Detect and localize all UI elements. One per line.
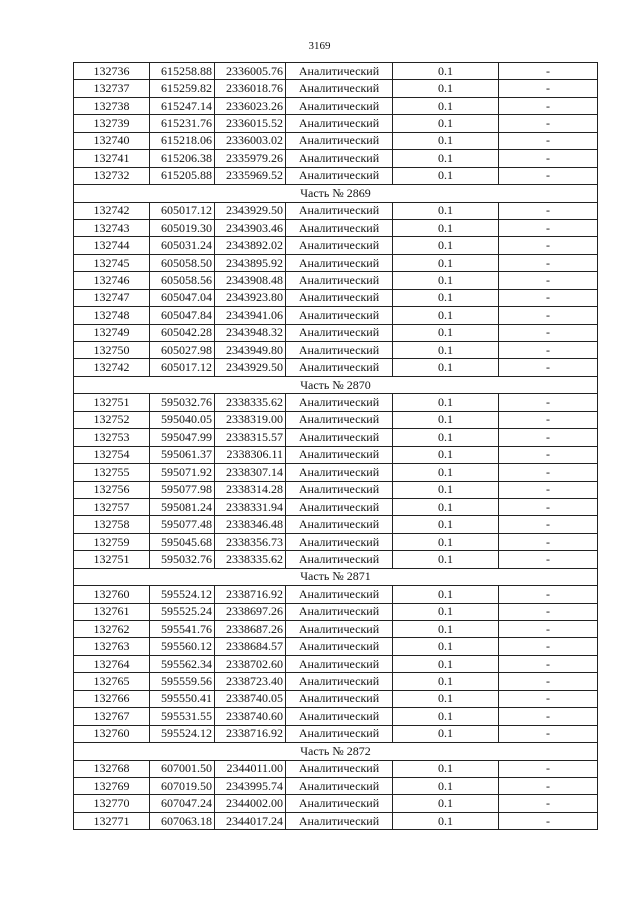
- point-id-cell: 132759: [74, 533, 150, 550]
- table-row: [74, 132, 598, 149]
- error-cell: 0.1: [393, 167, 499, 184]
- x-coordinate-cell: 607019.50: [150, 777, 215, 794]
- table-row: [74, 673, 598, 690]
- description-cell: -: [499, 498, 598, 515]
- point-id-cell: 132745: [74, 254, 150, 271]
- method-cell: Аналитический: [286, 272, 393, 289]
- part-header-row: [74, 376, 598, 393]
- point-id-cell: 132754: [74, 446, 150, 463]
- description-cell: -: [499, 725, 598, 742]
- x-coordinate-cell: 595047.99: [150, 429, 215, 446]
- method-cell: Аналитический: [286, 708, 393, 725]
- table-row: [74, 551, 598, 568]
- table-row: [74, 150, 598, 167]
- x-coordinate-cell: 605058.50: [150, 254, 215, 271]
- table-row: [74, 446, 598, 463]
- part-header-row: [74, 568, 598, 585]
- error-cell: 0.1: [393, 551, 499, 568]
- description-cell: -: [499, 481, 598, 498]
- description-cell: -: [499, 516, 598, 533]
- point-id-cell: 132755: [74, 464, 150, 481]
- table-row: [74, 219, 598, 236]
- y-coordinate-cell: 2336023.26: [215, 97, 286, 114]
- error-cell: 0.1: [393, 446, 499, 463]
- error-cell: 0.1: [393, 254, 499, 271]
- x-coordinate-cell: 615247.14: [150, 97, 215, 114]
- method-cell: Аналитический: [286, 289, 393, 306]
- x-coordinate-cell: 605047.84: [150, 307, 215, 324]
- method-cell: Аналитический: [286, 812, 393, 829]
- point-id-cell: 132765: [74, 673, 150, 690]
- x-coordinate-cell: 605027.98: [150, 342, 215, 359]
- point-id-cell: 132760: [74, 586, 150, 603]
- description-cell: -: [499, 307, 598, 324]
- y-coordinate-cell: 2338740.05: [215, 690, 286, 707]
- error-cell: 0.1: [393, 621, 499, 638]
- method-cell: Аналитический: [286, 237, 393, 254]
- coordinates-table: [73, 62, 598, 830]
- table-row: [74, 690, 598, 707]
- x-coordinate-cell: 615206.38: [150, 150, 215, 167]
- part-header-row: [74, 743, 598, 760]
- table-row: [74, 795, 598, 812]
- point-id-cell: 132757: [74, 498, 150, 515]
- y-coordinate-cell: 2343929.50: [215, 202, 286, 219]
- y-coordinate-cell: 2343941.06: [215, 307, 286, 324]
- point-id-cell: 132760: [74, 725, 150, 742]
- error-cell: 0.1: [393, 586, 499, 603]
- table-row: [74, 342, 598, 359]
- method-cell: Аналитический: [286, 219, 393, 236]
- y-coordinate-cell: 2338319.00: [215, 411, 286, 428]
- error-cell: 0.1: [393, 97, 499, 114]
- point-id-cell: 132743: [74, 219, 150, 236]
- error-cell: 0.1: [393, 812, 499, 829]
- coordinates-table-body: [74, 63, 598, 830]
- point-id-cell: 132741: [74, 150, 150, 167]
- point-id-cell: 132736: [74, 63, 150, 80]
- method-cell: Аналитический: [286, 621, 393, 638]
- y-coordinate-cell: 2343892.02: [215, 237, 286, 254]
- y-coordinate-cell: 2343929.50: [215, 359, 286, 376]
- error-cell: 0.1: [393, 132, 499, 149]
- table-row: [74, 586, 598, 603]
- table-row: [74, 464, 598, 481]
- description-cell: -: [499, 655, 598, 672]
- part-title: Часть № 2869: [74, 185, 598, 202]
- point-id-cell: 132756: [74, 481, 150, 498]
- description-cell: -: [499, 359, 598, 376]
- error-cell: 0.1: [393, 795, 499, 812]
- table-row: [74, 202, 598, 219]
- x-coordinate-cell: 595077.48: [150, 516, 215, 533]
- part-title: Часть № 2870: [74, 376, 598, 393]
- description-cell: -: [499, 708, 598, 725]
- point-id-cell: 132740: [74, 132, 150, 149]
- y-coordinate-cell: 2343949.80: [215, 342, 286, 359]
- point-id-cell: 132766: [74, 690, 150, 707]
- description-cell: -: [499, 150, 598, 167]
- description-cell: -: [499, 586, 598, 603]
- error-cell: 0.1: [393, 394, 499, 411]
- y-coordinate-cell: 2338697.26: [215, 603, 286, 620]
- x-coordinate-cell: 595559.56: [150, 673, 215, 690]
- method-cell: Аналитический: [286, 359, 393, 376]
- table-row: [74, 272, 598, 289]
- x-coordinate-cell: 615205.88: [150, 167, 215, 184]
- table-row: [74, 167, 598, 184]
- x-coordinate-cell: 595541.76: [150, 621, 215, 638]
- y-coordinate-cell: 2344017.24: [215, 812, 286, 829]
- y-coordinate-cell: 2343995.74: [215, 777, 286, 794]
- point-id-cell: 132762: [74, 621, 150, 638]
- table-row: [74, 533, 598, 550]
- error-cell: 0.1: [393, 603, 499, 620]
- point-id-cell: 132769: [74, 777, 150, 794]
- point-id-cell: 132761: [74, 603, 150, 620]
- table-row: [74, 394, 598, 411]
- error-cell: 0.1: [393, 725, 499, 742]
- error-cell: 0.1: [393, 498, 499, 515]
- y-coordinate-cell: 2338335.62: [215, 551, 286, 568]
- point-id-cell: 132732: [74, 167, 150, 184]
- y-coordinate-cell: 2338306.11: [215, 446, 286, 463]
- table-row: [74, 603, 598, 620]
- x-coordinate-cell: 595032.76: [150, 551, 215, 568]
- table-row: [74, 777, 598, 794]
- point-id-cell: 132739: [74, 115, 150, 132]
- x-coordinate-cell: 615258.88: [150, 63, 215, 80]
- part-title: Часть № 2872: [74, 743, 598, 760]
- method-cell: Аналитический: [286, 690, 393, 707]
- description-cell: -: [499, 80, 598, 97]
- description-cell: -: [499, 289, 598, 306]
- description-cell: -: [499, 254, 598, 271]
- method-cell: Аналитический: [286, 97, 393, 114]
- x-coordinate-cell: 595081.24: [150, 498, 215, 515]
- y-coordinate-cell: 2336005.76: [215, 63, 286, 80]
- error-cell: 0.1: [393, 324, 499, 341]
- y-coordinate-cell: 2338687.26: [215, 621, 286, 638]
- x-coordinate-cell: 605031.24: [150, 237, 215, 254]
- x-coordinate-cell: 595040.05: [150, 411, 215, 428]
- part-header-row: [74, 185, 598, 202]
- method-cell: Аналитический: [286, 446, 393, 463]
- point-id-cell: 132751: [74, 394, 150, 411]
- method-cell: Аналитический: [286, 725, 393, 742]
- y-coordinate-cell: 2338356.73: [215, 533, 286, 550]
- description-cell: -: [499, 324, 598, 341]
- error-cell: 0.1: [393, 533, 499, 550]
- description-cell: -: [499, 690, 598, 707]
- y-coordinate-cell: 2335979.26: [215, 150, 286, 167]
- method-cell: Аналитический: [286, 603, 393, 620]
- error-cell: 0.1: [393, 638, 499, 655]
- description-cell: -: [499, 237, 598, 254]
- x-coordinate-cell: 595525.24: [150, 603, 215, 620]
- error-cell: 0.1: [393, 359, 499, 376]
- y-coordinate-cell: 2338331.94: [215, 498, 286, 515]
- x-coordinate-cell: 595562.34: [150, 655, 215, 672]
- description-cell: -: [499, 446, 598, 463]
- table-row: [74, 97, 598, 114]
- table-row: [74, 708, 598, 725]
- table-row: [74, 621, 598, 638]
- description-cell: -: [499, 760, 598, 777]
- method-cell: Аналитический: [286, 167, 393, 184]
- point-id-cell: 132763: [74, 638, 150, 655]
- method-cell: Аналитический: [286, 307, 393, 324]
- method-cell: Аналитический: [286, 342, 393, 359]
- error-cell: 0.1: [393, 237, 499, 254]
- method-cell: Аналитический: [286, 132, 393, 149]
- x-coordinate-cell: 595045.68: [150, 533, 215, 550]
- x-coordinate-cell: 595061.37: [150, 446, 215, 463]
- point-id-cell: 132750: [74, 342, 150, 359]
- description-cell: -: [499, 132, 598, 149]
- description-cell: -: [499, 812, 598, 829]
- error-cell: 0.1: [393, 219, 499, 236]
- x-coordinate-cell: 595524.12: [150, 586, 215, 603]
- method-cell: Аналитический: [286, 498, 393, 515]
- method-cell: Аналитический: [286, 795, 393, 812]
- error-cell: 0.1: [393, 202, 499, 219]
- error-cell: 0.1: [393, 690, 499, 707]
- y-coordinate-cell: 2338335.62: [215, 394, 286, 411]
- point-id-cell: 132770: [74, 795, 150, 812]
- point-id-cell: 132768: [74, 760, 150, 777]
- description-cell: -: [499, 202, 598, 219]
- y-coordinate-cell: 2344002.00: [215, 795, 286, 812]
- table-row: [74, 289, 598, 306]
- point-id-cell: 132744: [74, 237, 150, 254]
- table-row: [74, 760, 598, 777]
- y-coordinate-cell: 2344011.00: [215, 760, 286, 777]
- method-cell: Аналитический: [286, 324, 393, 341]
- table-row: [74, 638, 598, 655]
- description-cell: -: [499, 603, 598, 620]
- method-cell: Аналитический: [286, 202, 393, 219]
- x-coordinate-cell: 605047.04: [150, 289, 215, 306]
- method-cell: Аналитический: [286, 777, 393, 794]
- x-coordinate-cell: 607063.18: [150, 812, 215, 829]
- x-coordinate-cell: 607047.24: [150, 795, 215, 812]
- table-row: [74, 63, 598, 80]
- y-coordinate-cell: 2338702.60: [215, 655, 286, 672]
- method-cell: Аналитический: [286, 551, 393, 568]
- method-cell: Аналитический: [286, 533, 393, 550]
- method-cell: Аналитический: [286, 63, 393, 80]
- x-coordinate-cell: 595032.76: [150, 394, 215, 411]
- point-id-cell: 132752: [74, 411, 150, 428]
- description-cell: -: [499, 219, 598, 236]
- description-cell: -: [499, 777, 598, 794]
- point-id-cell: 132747: [74, 289, 150, 306]
- point-id-cell: 132771: [74, 812, 150, 829]
- y-coordinate-cell: 2338723.40: [215, 673, 286, 690]
- error-cell: 0.1: [393, 150, 499, 167]
- table-row: [74, 115, 598, 132]
- error-cell: 0.1: [393, 516, 499, 533]
- method-cell: Аналитический: [286, 115, 393, 132]
- x-coordinate-cell: 595550.41: [150, 690, 215, 707]
- description-cell: -: [499, 394, 598, 411]
- method-cell: Аналитический: [286, 464, 393, 481]
- error-cell: 0.1: [393, 429, 499, 446]
- error-cell: 0.1: [393, 272, 499, 289]
- point-id-cell: 132753: [74, 429, 150, 446]
- y-coordinate-cell: 2338740.60: [215, 708, 286, 725]
- table-row: [74, 429, 598, 446]
- error-cell: 0.1: [393, 673, 499, 690]
- y-coordinate-cell: 2338716.92: [215, 725, 286, 742]
- point-id-cell: 132749: [74, 324, 150, 341]
- method-cell: Аналитический: [286, 673, 393, 690]
- error-cell: 0.1: [393, 80, 499, 97]
- table-row: [74, 411, 598, 428]
- method-cell: Аналитический: [286, 80, 393, 97]
- description-cell: -: [499, 115, 598, 132]
- table-row: [74, 498, 598, 515]
- x-coordinate-cell: 595531.55: [150, 708, 215, 725]
- x-coordinate-cell: 595071.92: [150, 464, 215, 481]
- description-cell: -: [499, 63, 598, 80]
- table-row: [74, 359, 598, 376]
- x-coordinate-cell: 595524.12: [150, 725, 215, 742]
- method-cell: Аналитический: [286, 586, 393, 603]
- error-cell: 0.1: [393, 655, 499, 672]
- description-cell: -: [499, 795, 598, 812]
- point-id-cell: 132742: [74, 202, 150, 219]
- table-row: [74, 237, 598, 254]
- x-coordinate-cell: 595560.12: [150, 638, 215, 655]
- description-cell: -: [499, 621, 598, 638]
- error-cell: 0.1: [393, 708, 499, 725]
- method-cell: Аналитический: [286, 481, 393, 498]
- y-coordinate-cell: 2343923.80: [215, 289, 286, 306]
- y-coordinate-cell: 2343903.46: [215, 219, 286, 236]
- y-coordinate-cell: 2335969.52: [215, 167, 286, 184]
- method-cell: Аналитический: [286, 150, 393, 167]
- y-coordinate-cell: 2338716.92: [215, 586, 286, 603]
- method-cell: Аналитический: [286, 394, 393, 411]
- method-cell: Аналитический: [286, 760, 393, 777]
- error-cell: 0.1: [393, 464, 499, 481]
- y-coordinate-cell: 2338684.57: [215, 638, 286, 655]
- table-row: [74, 725, 598, 742]
- description-cell: -: [499, 551, 598, 568]
- method-cell: Аналитический: [286, 254, 393, 271]
- error-cell: 0.1: [393, 289, 499, 306]
- method-cell: Аналитический: [286, 516, 393, 533]
- description-cell: -: [499, 272, 598, 289]
- method-cell: Аналитический: [286, 411, 393, 428]
- description-cell: -: [499, 673, 598, 690]
- table-row: [74, 324, 598, 341]
- description-cell: -: [499, 342, 598, 359]
- method-cell: Аналитический: [286, 638, 393, 655]
- x-coordinate-cell: 605058.56: [150, 272, 215, 289]
- table-row: [74, 307, 598, 324]
- description-cell: -: [499, 97, 598, 114]
- x-coordinate-cell: 605042.28: [150, 324, 215, 341]
- point-id-cell: 132751: [74, 551, 150, 568]
- y-coordinate-cell: 2336018.76: [215, 80, 286, 97]
- x-coordinate-cell: 615218.06: [150, 132, 215, 149]
- x-coordinate-cell: 605017.12: [150, 359, 215, 376]
- table-row: [74, 655, 598, 672]
- error-cell: 0.1: [393, 115, 499, 132]
- y-coordinate-cell: 2336015.52: [215, 115, 286, 132]
- y-coordinate-cell: 2338315.57: [215, 429, 286, 446]
- description-cell: -: [499, 411, 598, 428]
- x-coordinate-cell: 595077.98: [150, 481, 215, 498]
- point-id-cell: 132738: [74, 97, 150, 114]
- x-coordinate-cell: 605017.12: [150, 202, 215, 219]
- error-cell: 0.1: [393, 777, 499, 794]
- error-cell: 0.1: [393, 307, 499, 324]
- point-id-cell: 132767: [74, 708, 150, 725]
- error-cell: 0.1: [393, 411, 499, 428]
- error-cell: 0.1: [393, 481, 499, 498]
- x-coordinate-cell: 607001.50: [150, 760, 215, 777]
- table-row: [74, 812, 598, 829]
- table-row: [74, 481, 598, 498]
- point-id-cell: 132746: [74, 272, 150, 289]
- y-coordinate-cell: 2338346.48: [215, 516, 286, 533]
- method-cell: Аналитический: [286, 429, 393, 446]
- error-cell: 0.1: [393, 63, 499, 80]
- description-cell: -: [499, 167, 598, 184]
- error-cell: 0.1: [393, 342, 499, 359]
- point-id-cell: 132742: [74, 359, 150, 376]
- part-title: Часть № 2871: [74, 568, 598, 585]
- description-cell: -: [499, 429, 598, 446]
- y-coordinate-cell: 2343948.32: [215, 324, 286, 341]
- y-coordinate-cell: 2338307.14: [215, 464, 286, 481]
- method-cell: Аналитический: [286, 655, 393, 672]
- x-coordinate-cell: 615231.76: [150, 115, 215, 132]
- x-coordinate-cell: 615259.82: [150, 80, 215, 97]
- point-id-cell: 132758: [74, 516, 150, 533]
- description-cell: -: [499, 464, 598, 481]
- y-coordinate-cell: 2343895.92: [215, 254, 286, 271]
- description-cell: -: [499, 533, 598, 550]
- table-row: [74, 254, 598, 271]
- point-id-cell: 132764: [74, 655, 150, 672]
- table-row: [74, 80, 598, 97]
- x-coordinate-cell: 605019.30: [150, 219, 215, 236]
- description-cell: -: [499, 638, 598, 655]
- page-number: 3169: [308, 40, 331, 52]
- y-coordinate-cell: 2338314.28: [215, 481, 286, 498]
- error-cell: 0.1: [393, 760, 499, 777]
- y-coordinate-cell: 2343908.48: [215, 272, 286, 289]
- point-id-cell: 132748: [74, 307, 150, 324]
- point-id-cell: 132737: [74, 80, 150, 97]
- table-row: [74, 516, 598, 533]
- y-coordinate-cell: 2336003.02: [215, 132, 286, 149]
